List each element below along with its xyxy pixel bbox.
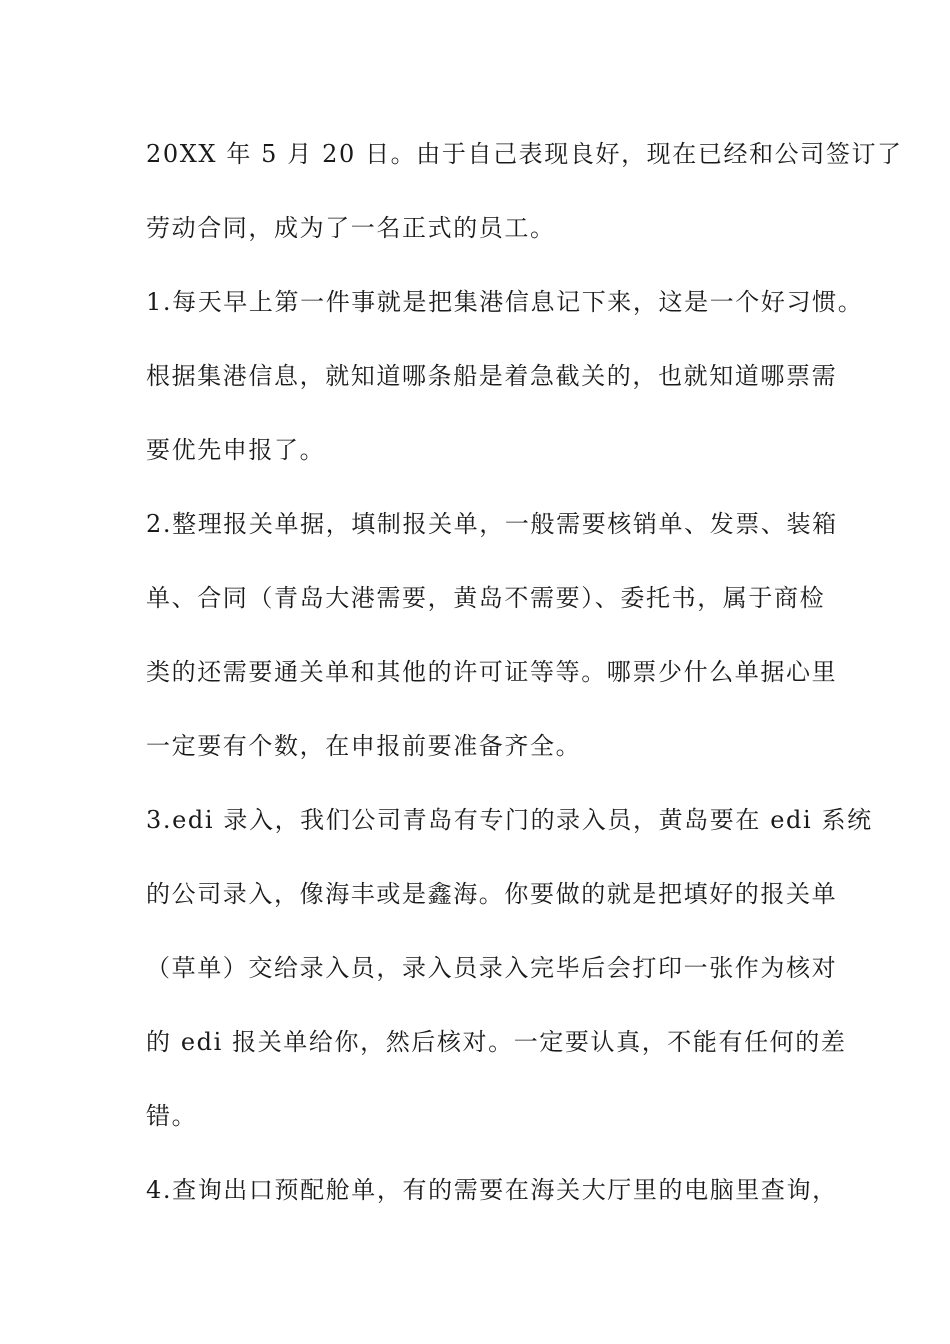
text-line: 4.查询出口预配舱单，有的需要在海关大厅里的电脑里查询， <box>146 1176 838 1204</box>
text-line: （草单）交给录入员，录入员录入完毕后会打印一张作为核对 <box>146 954 838 982</box>
text-line: 一定要有个数，在申报前要准备齐全。 <box>146 732 582 760</box>
text-line: 1.每天早上第一件事就是把集港信息记下来，这是一个好习惯。 <box>146 288 864 316</box>
text-line: 3.edi 录入，我们公司青岛有专门的录入员，黄岛要在 edi 系统 <box>146 806 873 834</box>
text-line: 根据集港信息，就知道哪条船是着急截关的，也就知道哪票需 <box>146 362 838 390</box>
document-body <box>146 132 903 1242</box>
text-line: 劳动合同，成为了一名正式的员工。 <box>146 214 556 242</box>
text-line: 类的还需要通关单和其他的许可证等等。哪票少什么单据心里 <box>146 658 838 686</box>
text-line: 2.整理报关单据，填制报关单，一般需要核销单、发票、装箱 <box>146 510 838 538</box>
text-line: 20XX 年 5 月 20 日。由于自己表现良好，现在已经和公司签订了 <box>146 140 903 168</box>
text-line: 的 edi 报关单给你，然后核对。一定要认真，不能有任何的差 <box>146 1028 847 1056</box>
text-line: 要优先申报了。 <box>146 436 326 464</box>
text-line: 单、合同（青岛大港需要，黄岛不需要）、委托书，属于商检 <box>146 584 826 612</box>
text-line: 的公司录入，像海丰或是鑫海。你要做的就是把填好的报关单 <box>146 880 838 908</box>
text-line: 错。 <box>146 1102 198 1130</box>
